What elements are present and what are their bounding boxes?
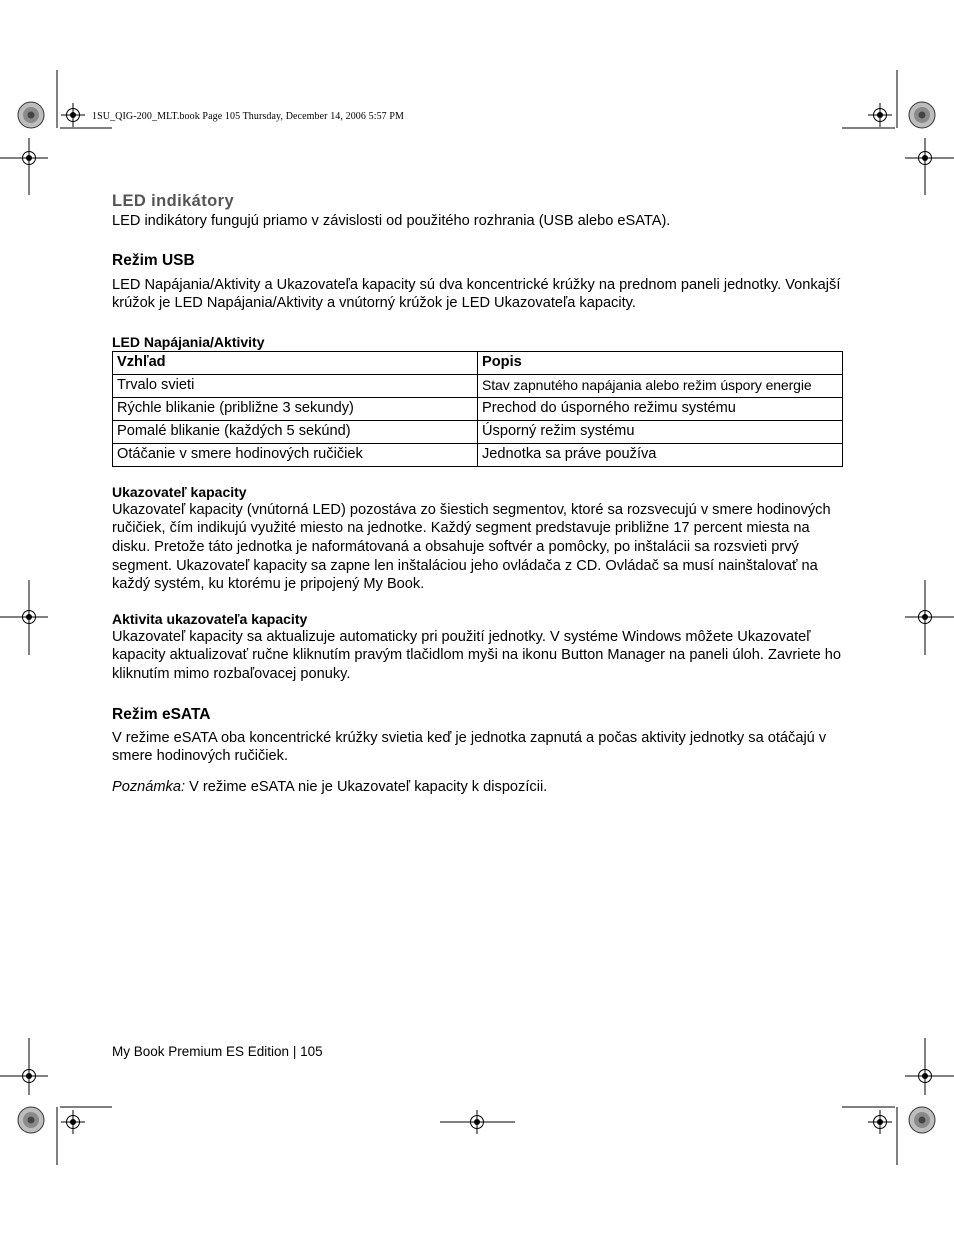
esata-mode-text: V režime eSATA oba koncentrické krúžky svietia keď je jednotka zapnutá a počas aktivity jednotky sa otáčajú v smere hodinových ručičiek. [112, 729, 827, 765]
header-appearance: Vzhľad [113, 351, 478, 374]
table-row [113, 443, 843, 466]
cell-appearance: Pomalé blikanie (každých 5 sekúnd) [113, 420, 478, 443]
capacity-text: Ukazovateľ kapacity (vnútorná LED) pozostáva zo šiestich segmentov, ktoré sa rozsvecujú v smere hodinových ručičiek, čím indikujú využité miesto na jednotke. Každý segment predstavuje približne 17 percent miesta na disku. Pretože táto jednotka je naformátovaná a obsahuje softvér a pomôcky, po inštalácii sa rozsvieti prvý segment. Ukazovateľ kapacity sa zapne len inštaláciou jeho ovládača z CD. Ovládač sa musí nainštalovať na každý systém, ku ktorému je pripojený My Book. [112, 501, 831, 593]
intro-text: LED indikátory fungujú priamo v závislosti od použitého rozhrania (USB alebo eSATA). [112, 213, 671, 229]
table-header-row [113, 351, 843, 374]
table-row [113, 420, 843, 443]
cell-appearance: Otáčanie v smere hodinových ručičiek [113, 443, 478, 466]
cell-description: Stav zapnutého napájania alebo režim úspory energie [478, 374, 843, 397]
table-row [113, 397, 843, 420]
esata-mode-heading: Režim eSATA [112, 705, 211, 723]
cell-appearance: Trvalo svieti [113, 374, 478, 397]
note-label: Poznámka: [112, 778, 186, 795]
activity-heading: Aktivita ukazovateľa kapacity [112, 610, 308, 627]
esata-note [112, 778, 844, 797]
header-description: Popis [478, 351, 843, 374]
cell-description: Jednotka sa práve používa [478, 443, 843, 466]
capacity-heading: Ukazovateľ kapacity [112, 483, 247, 500]
table-row [113, 374, 843, 397]
led-table [112, 351, 843, 467]
usb-mode-heading: Režim USB [112, 251, 195, 269]
page-footer: My Book Premium ES Edition | 105 [112, 1044, 323, 1059]
led-table-title: LED Napájania/Aktivity [112, 333, 265, 350]
section-title: LED indikátory [112, 192, 235, 210]
cell-description: Úsporný režim systému [478, 420, 843, 443]
activity-text: Ukazovateľ kapacity sa aktualizuje automaticky pri použití jednotky. V systéme Windows môžete Ukazovateľ kapacity aktualizovať ručne kliknutím pravým tlačidlom myši na ikonu Button Manager na paneli úloh. Zavriete ho kliknutím mimo rozbaľovacej ponuky. [112, 628, 842, 682]
usb-mode-text: LED Napájania/Aktivity a Ukazovateľa kapacity sú dva koncentrické krúžky na prednom paneli jednotky. Vonkajší krúžok je LED Napájania/Aktivity a vnútorný krúžok je LED Ukazovateľa kapacity. [112, 276, 841, 312]
cell-appearance: Rýchle blikanie (približne 3 sekundy) [113, 397, 478, 420]
print-slug: 1SU_QIG-200_MLT.book Page 105 Thursday, December 14, 2006 5:57 PM [92, 111, 405, 122]
note-text: V režime eSATA nie je Ukazovateľ kapacity k dispozícii. [185, 778, 548, 795]
cell-description: Prechod do úsporného režimu systému [478, 397, 843, 420]
page-content [112, 192, 844, 796]
